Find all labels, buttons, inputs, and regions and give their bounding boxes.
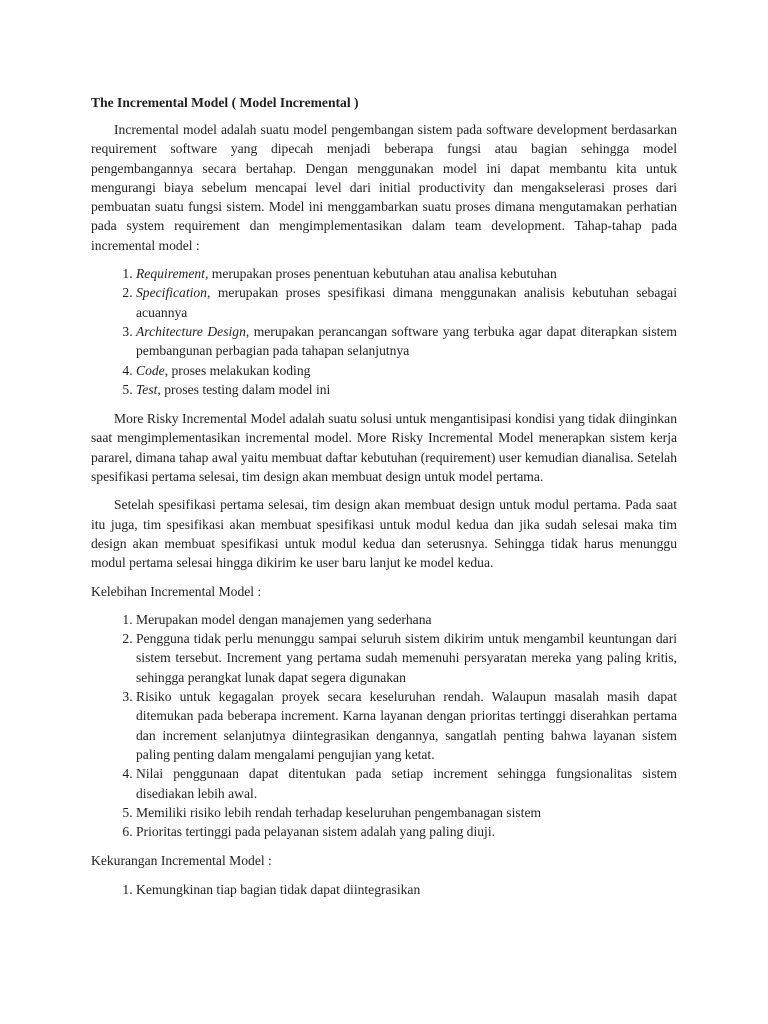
list-item <box>136 380 677 399</box>
stage-description: , merupakan proses penentuan kebutuhan atau analisa kebutuhan <box>204 266 557 282</box>
stage-term: Specification <box>136 285 207 301</box>
disadvantages-list <box>91 880 677 899</box>
stage-description: , merupakan perancangan software yang terbuka agar dapat diterapkan sistem pembangunan perbagian pada tahapan selanjutnya <box>136 323 678 359</box>
stage-term: Test <box>136 381 158 397</box>
risky-model-paragraph: More Risky Incremental Model adalah suatu solusi untuk mengantisipasi kondisi yang tidak diinginkan saat mengimplementasikan incremental model. More Risky Incremental Model menerapkan sistem kerja pararel, dimana tahap awal yaitu membuat daftar kebutuhan (requirement) user kemudian dianalisa. Setelah spesifikasi pertama selesai, tim design akan membuat design untuk model pertama. <box>91 411 677 485</box>
disadvantages-heading: Kekurangan Incremental Model : <box>91 853 272 869</box>
stage-description: , merupakan proses spesifikasi dimana menggunakan analisis kebutuhan sebagai acuannya <box>136 285 677 320</box>
stage-description: , proses melakukan koding <box>164 362 311 378</box>
list-item <box>136 283 677 322</box>
stage-description: , proses testing dalam model ini <box>157 381 331 397</box>
list-item: 6. Prioritas tertinggi pada pelayanan sistem adalah yang paling diuji. <box>136 822 677 841</box>
intro-paragraph: Incremental model adalah suatu model pengembangan sistem pada software development berdasarkan requirement software yang dipecah menjadi beberapa fungsi atau bagian sehingga model pengembangannya secara bertahap. Dengan menggunakan model ini dapat membantu kita untuk mengurangi biaya sebelum mencapai level dari initial productivity dan mengakselerasi proses dari pembuatan suatu fungsi sistem. Model ini menggambarkan suatu proses dimana mengutamakan perhatian pada system requirement dan mengimplementasikan dalam team development. Tahap-tahap pada incremental model : <box>91 122 677 253</box>
stage-term: Code <box>136 362 165 378</box>
stage-term: Requirement <box>136 266 205 282</box>
advantages-list <box>91 610 677 842</box>
specification-paragraph: Setelah spesifikasi pertama selesai, tim design akan membuat design untuk modul pertama. Pada saat itu juga, tim spesifikasi akan membuat spesifikasi untuk modul kedua dan jika sudah selesai maka tim design akan membuat spesifikasi untuk modul kedua dan seterusnya. Sehingga tidak harus menunggu modul pertama selesai hingga dikirim ke user baru lanjut ke model kedua. <box>91 497 677 571</box>
stage-term: Architecture Design <box>136 323 246 339</box>
list-item <box>136 361 677 380</box>
list-item: 2. Pengguna tidak perlu menunggu sampai seluruh sistem dikirim untuk mengambil keuntungan dari sistem tersebut. Increment yang pertama sudah memenuhi persyaratan mereka yang paling kritis, sehingga perangkat lunak dapat segera digunakan <box>136 629 677 687</box>
list-item: 4. Nilai penggunaan dapat ditentukan pada setiap increment sehingga fungsionalitas sistem disediakan lebih awal. <box>136 764 677 803</box>
list-item: 1. Kemungkinan tiap bagian tidak dapat diintegrasikan <box>136 880 677 899</box>
document-title: The Incremental Model ( Model Incremental ) <box>91 95 359 110</box>
list-item <box>136 264 677 283</box>
list-item: 3. Risiko untuk kegagalan proyek secara keseluruhan rendah. Walaupun masalah masih dapat ditemukan pada beberapa increment. Karna layanan dengan prioritas tertinggi diserahkan pertama dan increment selanjutnya diintegrasikan dengannya, sangatlah penting bahwa layanan sistem paling penting dalam mengalami pengujian yang ketat. <box>136 687 677 764</box>
list-item: 5. Memiliki risiko lebih rendah terhadap keseluruhan pengembanagan sistem <box>136 803 677 822</box>
stages-list <box>91 264 677 399</box>
advantages-heading: Kelebihan Incremental Model : <box>91 583 262 599</box>
list-item: 1. Merupakan model dengan manajemen yang sederhana <box>136 610 677 629</box>
list-item <box>136 322 677 361</box>
